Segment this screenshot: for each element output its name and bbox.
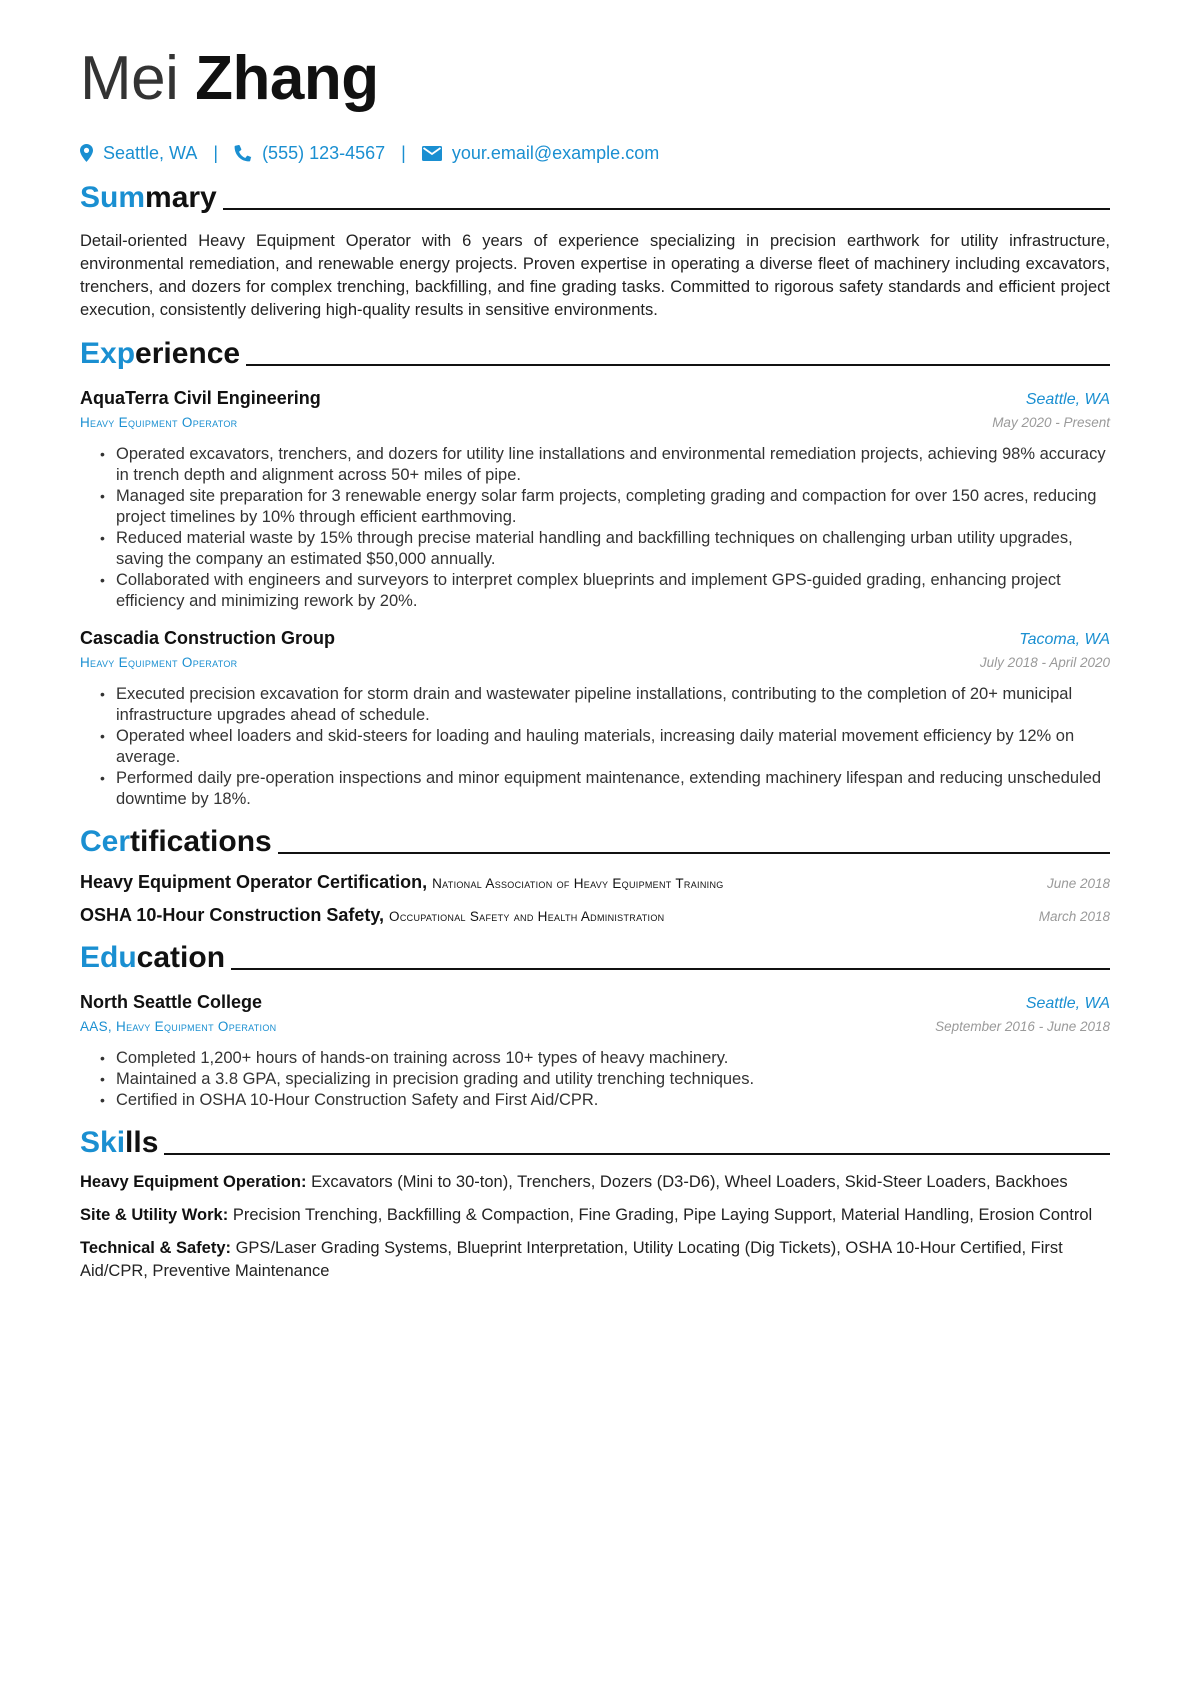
education-dates: September 2016 - June 2018 [935,1019,1110,1034]
section-title-rest: lls [125,1126,159,1159]
location-text: Seattle, WA [103,142,198,163]
envelope-icon [422,146,442,161]
skill-value: Precision Trenching, Backfilling & Compaction, Fine Grading, Pipe Laying Support, Material Handling, Erosion Control [232,1206,1093,1224]
contact-separator: | [213,142,219,163]
section-heading [80,1119,1110,1161]
email-link[interactable]: your.email@example.com [451,142,660,163]
section-divider [278,852,1110,854]
section-divider [223,208,1110,210]
job-entry [80,386,1110,612]
section-title-accent: Edu [80,941,137,974]
list-item: • Operated wheel loaders and skid-steers for loading and hauling materials, increasing daily material movement efficiency by 12% on average. [100,726,1110,768]
certification-name: OSHA 10-Hour Construction Safety [80,905,380,925]
section-title-accent: Ski [80,1126,126,1159]
list-item: • Managed site preparation for 3 renewable energy solar farm projects, completing grading and compaction for over 150 acres, reducing project timelines by 10% through efficient earthmoving. [100,486,1110,528]
certification-org: National Association of Heavy Equipment Training [432,876,724,891]
certification-date: March 2018 [1038,909,1110,924]
section-title-accent: Sum [80,181,146,214]
job-subheader-row [80,652,1110,674]
job-location: Tacoma, WA [1019,631,1110,648]
section-title [80,180,217,216]
education-header-row [80,990,1110,1016]
education-section [80,934,1110,1111]
job-header-row [80,626,1110,652]
section-divider [164,1153,1110,1155]
job-dates: July 2018 - April 2020 [979,655,1110,670]
section-divider [246,364,1110,366]
job-header-row [80,386,1110,412]
contact-location [80,143,197,164]
list-item: • Performed daily pre-operation inspections and minor equipment maintenance, extending machinery lifespan and reducing unscheduled downtime by 18%. [100,768,1110,810]
list-item: • Operated excavators, trenchers, and dozers for utility line installations and environmental remediation projects, achieving 98% accuracy in trench depth and alignment across 50+ miles of pipe. [100,444,1110,486]
job-bullets [80,684,1110,810]
list-item: • Executed precision excavation for storm drain and wastewater pipeline installations, contributing to the completion of 20+ municipal infrastructure upgrades ahead of schedule. [100,684,1110,726]
certification-comma: , [422,872,433,892]
certification-name: Heavy Equipment Operator Certification [80,872,423,892]
map-pin-icon [80,144,93,162]
contact-bar [80,140,1110,166]
section-title-accent: Exp [80,337,136,370]
skills-section [80,1119,1110,1283]
first-name: Mei [80,44,179,113]
skill-label: Technical & Safety: [80,1239,231,1257]
certification-item [80,905,1110,926]
list-item: • Completed 1,200+ hours of hands-on training across 10+ types of heavy machinery. [100,1048,1110,1069]
school-name: North Seattle College [80,992,263,1012]
section-heading [80,174,1110,216]
summary-section [80,174,1110,322]
phone-icon [234,144,252,162]
section-title-rest: erience [135,337,241,370]
certification-org: Occupational Safety and Health Administration [389,909,665,924]
skill-row [80,1204,1110,1227]
section-heading [80,330,1110,372]
job-location: Seattle, WA [1025,391,1110,408]
contact-separator: | [401,142,406,163]
job-role: Heavy Equipment Operator [80,655,238,670]
list-item: • Reduced material waste by 15% through precise material handling and backfilling techniques on challenging urban utility upgrades, saving the company an estimated $50,000 annually. [100,528,1110,570]
summary-text: Detail-oriented Heavy Equipment Operator with 6 years of experience specializing in precision earthwork for utility infrastructure, environmental remediation, and renewable energy projects. Proven expertise in operating a diverse fleet of machinery including excavators, trenchers, and dozers for complex trenching, backfilling, and fine grading tasks. Committed to rigorous safety standards and efficient project execution, consistently delivering high-quality results in sensitive environments. [80,232,1110,319]
section-heading [80,934,1110,976]
last-name: Zhang [195,44,379,113]
experience-section [80,330,1110,810]
job-role: Heavy Equipment Operator [80,415,238,430]
skill-row [80,1237,1110,1283]
certification-date: June 2018 [1046,876,1110,891]
job-dates: May 2020 - Present [992,415,1110,430]
skill-label: Heavy Equipment Operation: [80,1173,307,1191]
certification-text [80,905,664,926]
section-title [80,1125,158,1161]
section-title-rest: tifications [130,825,272,858]
school-location: Seattle, WA [1025,995,1110,1012]
education-bullets [80,1048,1110,1111]
skill-value: Excavators (Mini to 30-ton), Trenchers, Dozers (D3-D6), Wheel Loaders, Skid-Steer Loaders, Backhoes [311,1173,1068,1191]
certification-text [80,872,724,893]
section-title [80,940,225,976]
section-title-accent: Cer [80,825,131,858]
list-item: • Collaborated with engineers and surveyors to interpret complex blueprints and implement GPS-guided grading, enhancing project efficiency and minimizing rework by 20%. [100,570,1110,612]
degree: AAS, Heavy Equipment Operation [80,1019,277,1034]
skill-row [80,1171,1110,1194]
job-bullets [80,444,1110,612]
section-title [80,824,272,860]
section-divider [231,968,1110,970]
section-title-rest: mary [145,181,217,214]
section-title [80,336,240,372]
certification-comma: , [379,905,390,925]
education-entry [80,990,1110,1111]
certification-item [80,872,1110,893]
list-item: • Maintained a 3.8 GPA, specializing in precision grading and utility trenching techniques. [100,1069,1110,1090]
certifications-section [80,818,1110,926]
job-company: Cascadia Construction Group [80,628,336,648]
skill-label: Site & Utility Work: [80,1206,229,1224]
candidate-name [80,36,1110,122]
job-entry [80,626,1110,810]
contact-phone[interactable] [234,143,385,164]
section-title-rest: cation [136,941,226,974]
job-company: AquaTerra Civil Engineering [80,388,321,408]
list-item: • Certified in OSHA 10-Hour Construction Safety and First Aid/CPR. [100,1090,1110,1111]
skill-value: GPS/Laser Grading Systems, Blueprint Interpretation, Utility Locating (Dig Tickets), OSHA 10-Hour Certified, First Aid/CPR, Preventive Maintenance [80,1239,1063,1280]
phone-text[interactable]: (555) 123-4567 [262,142,386,163]
job-subheader-row [80,412,1110,434]
education-subheader-row [80,1016,1110,1038]
section-heading [80,818,1110,860]
contact-email[interactable] [422,143,659,164]
